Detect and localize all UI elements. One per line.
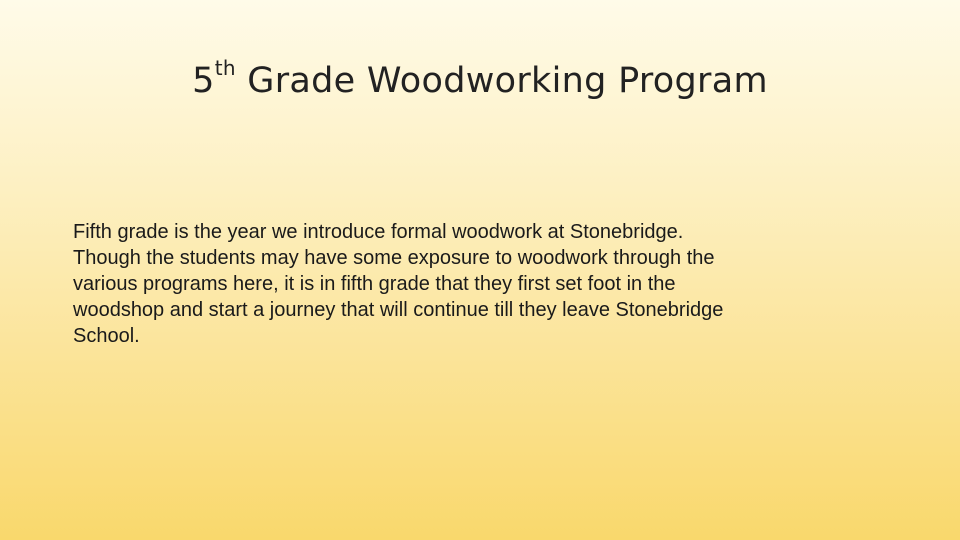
title-number: 5	[192, 61, 215, 101]
slide-body-text: Fifth grade is the year we introduce formal woodwork at Stonebridge. Though the students may have some exposure to woodwork through the various programs here, it is in fifth grade that they first set foot in the woodshop and start a journey that will continue till they leave Stonebridge School.	[73, 221, 724, 347]
slide-title	[0, 52, 960, 110]
title-superscript: th	[214, 56, 236, 81]
title-text: Grade Woodworking Program	[235, 61, 768, 101]
